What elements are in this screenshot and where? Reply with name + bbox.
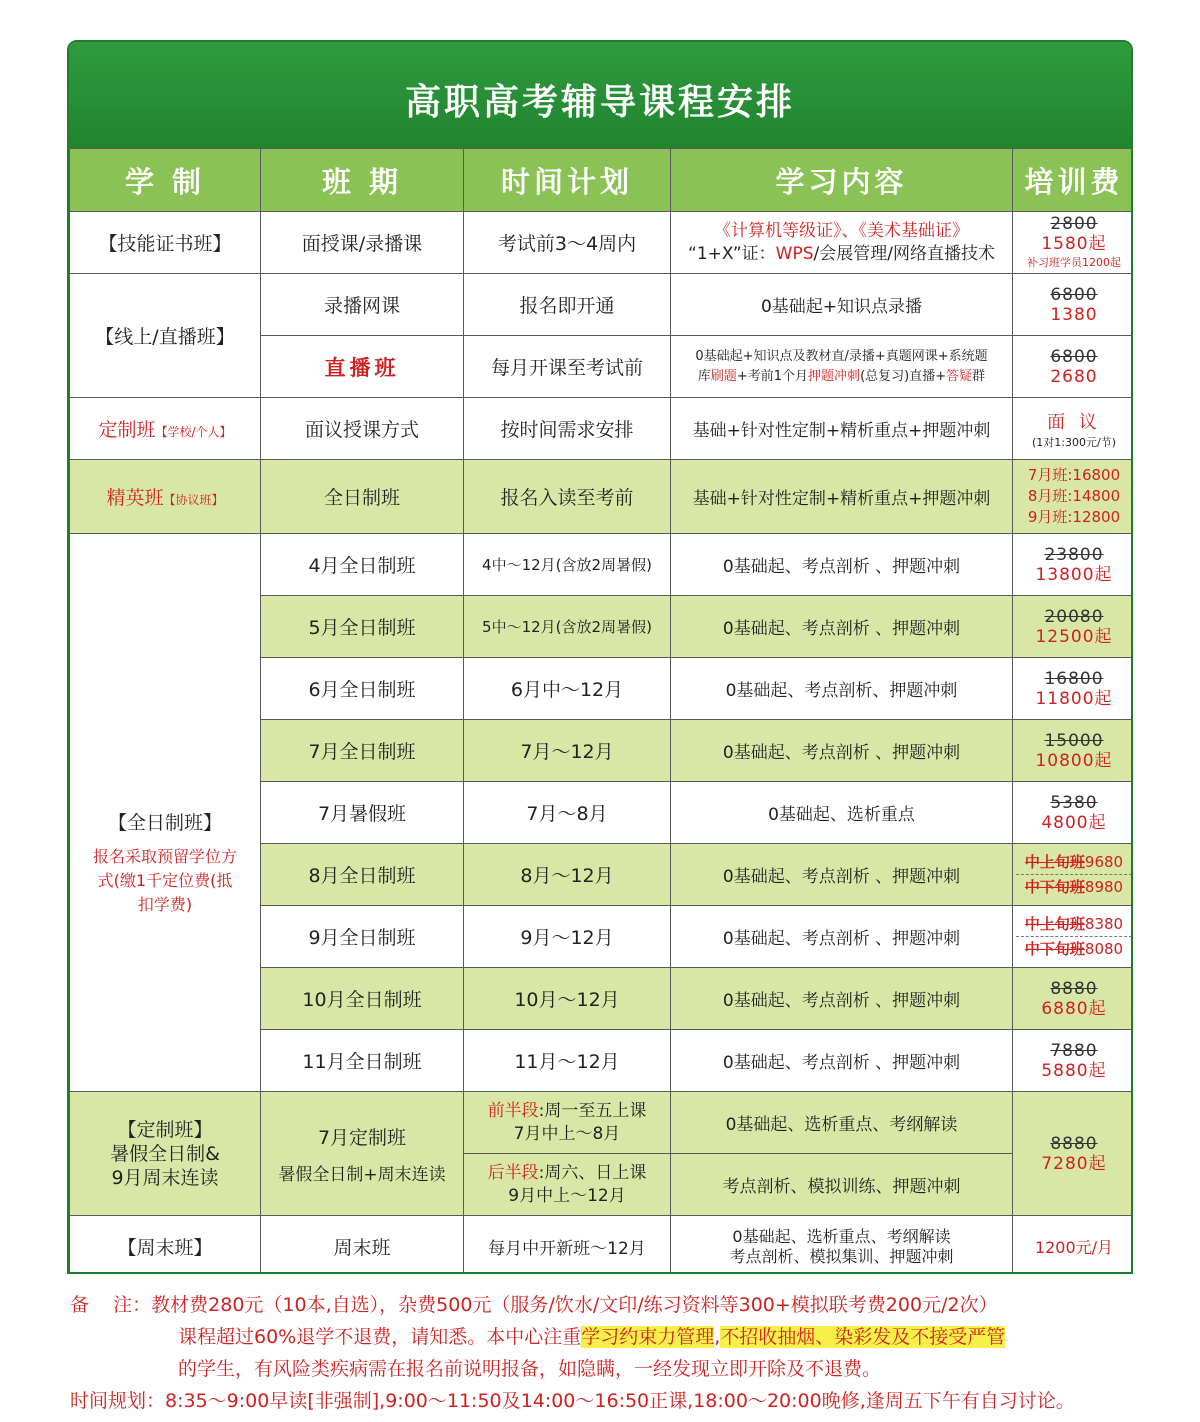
xz-line: 【定制班】 xyxy=(117,1118,213,1141)
xz-note: 报名采取预留学位方式(缴1千定位费(抵扣学费) xyxy=(92,847,237,914)
price-tag: 中下旬班 xyxy=(1024,940,1085,958)
note-line-3: 的学生，有风险类疾病需在报名前说明报备，如隐瞒，一经发现立即开除及不退费。 xyxy=(178,1358,882,1380)
old-price: 23800 xyxy=(1044,544,1104,565)
price-tag: 中上旬班 xyxy=(1024,915,1085,933)
new-price: 6880起 xyxy=(1041,998,1107,1019)
xz-cell xyxy=(70,534,261,1092)
fee-cell xyxy=(1013,336,1134,398)
new-price: 4800起 xyxy=(1041,812,1107,833)
sj-cell: 8月～12月 xyxy=(464,844,671,906)
nr-cell: 0基础起、考点剖析、押题冲刺 xyxy=(671,658,1013,720)
note-text: ：教材费280元（10本,自选），杂费500元（服务/饮水/文印/练习资料等300+模拟联考费200元/2次） xyxy=(132,1294,998,1316)
schedule-frame xyxy=(67,40,1133,1274)
bq-cell: 直播班 xyxy=(261,336,464,398)
fee-cell xyxy=(1013,658,1134,720)
course-table xyxy=(69,148,1133,1274)
nr-line: 《计算机等级证》、《美术基础证》 xyxy=(714,220,969,241)
old-price: 15000 xyxy=(1044,730,1104,751)
note-line-1 xyxy=(70,1290,998,1320)
price-val: 8080 xyxy=(1084,940,1124,958)
xz-line: 暑假全日制& xyxy=(110,1142,220,1165)
nr-cell: 0基础起、考点剖析 、押题冲刺 xyxy=(671,1030,1013,1092)
nr-part: 刷题 xyxy=(710,368,737,384)
nr-part: +考前1个月 xyxy=(736,368,809,384)
sj-cell: 10月～12月 xyxy=(464,968,671,1030)
bq-cell: 5月全日制班 xyxy=(261,596,464,658)
bq-cell: 全日制班 xyxy=(261,460,464,534)
bq-line: 7月定制班 xyxy=(317,1126,407,1149)
old-price: 7880 xyxy=(1050,1040,1098,1061)
sj-cell: 每月开课至考试前 xyxy=(464,336,671,398)
extra-price: 补习班学员1200起 xyxy=(1027,255,1121,269)
price-val: 8380 xyxy=(1084,915,1124,933)
xz-cell: 【技能证书班】 xyxy=(70,212,261,274)
xz-label: 【全日制班】 xyxy=(107,812,222,834)
sj-part: 前半段 xyxy=(487,1100,539,1121)
fee-cell: 1200元/月 xyxy=(1013,1216,1134,1275)
new-price: 11800起 xyxy=(1035,688,1113,709)
sj-cell: 11月～12月 xyxy=(464,1030,671,1092)
nr-cell: 0基础起、考点剖析 、押题冲刺 xyxy=(671,968,1013,1030)
bq-cell: 录播网课 xyxy=(261,274,464,336)
table-row xyxy=(70,1092,1134,1154)
sj-line xyxy=(464,1100,670,1123)
nr-cell: 0基础起、考点剖析 、押题冲刺 xyxy=(671,534,1013,596)
sj-cell: 按时间需求安排 xyxy=(464,398,671,460)
time-text: ：8:35～9:00早读[非强制],9:00～11:50及14:00～16:50正课,18:00～20:00晚修,逢周五下午有自习讨论。 xyxy=(146,1390,1075,1412)
sj-cell: 每月中开新班～12月 xyxy=(464,1216,671,1275)
note-label: 备 注 xyxy=(70,1294,133,1316)
fee-cell xyxy=(1013,274,1134,336)
new-price: 12500起 xyxy=(1035,626,1113,647)
fee-cell xyxy=(1013,534,1134,596)
time-plan xyxy=(70,1386,1075,1416)
sj-line xyxy=(464,1162,670,1185)
price-val: 9680 xyxy=(1084,853,1124,871)
sj-cell: 5中～12月(含放2周暑假) xyxy=(464,596,671,658)
nr-line: 考点剖析、模拟集训、押题冲刺 xyxy=(729,1246,954,1266)
nr-cell: 基础+针对性定制+精析重点+押题冲刺 xyxy=(671,398,1013,460)
sj-part: 后半段 xyxy=(487,1162,539,1183)
xz-cell: 【周末班】 xyxy=(70,1216,261,1275)
nr-cell xyxy=(671,1216,1013,1275)
header-cell: 学习内容 xyxy=(671,149,1013,212)
header-cell: 培训费 xyxy=(1013,149,1134,212)
sj-line: 7月中上～8月 xyxy=(513,1123,621,1144)
bq-cell: 面议授课方式 xyxy=(261,398,464,460)
sj-part: :周一至五上课 xyxy=(538,1100,647,1121)
bq-cell: 周末班 xyxy=(261,1216,464,1275)
nr-cell: 0基础起、选析重点 xyxy=(671,782,1013,844)
old-price: 8880 xyxy=(1050,1133,1098,1154)
bq-cell: 9月全日制班 xyxy=(261,906,464,968)
fee-cell xyxy=(1013,398,1134,460)
bq-line: 暑假全日制+周末连读 xyxy=(278,1164,446,1185)
bq-cell: 8月全日制班 xyxy=(261,844,464,906)
xz-cell xyxy=(70,398,261,460)
nr-cell: 0基础起、选析重点、考纲解读 xyxy=(671,1092,1013,1154)
nr-cell: 0基础起、考点剖析 、押题冲刺 xyxy=(671,906,1013,968)
new-price: 5880起 xyxy=(1041,1060,1107,1081)
old-price: 8880 xyxy=(1050,978,1098,999)
nr-cell: 0基础起、考点剖析 、押题冲刺 xyxy=(671,596,1013,658)
page-title: 高职高考辅导课程安排 xyxy=(404,81,795,123)
table-row xyxy=(70,398,1134,460)
nr-part: 群 xyxy=(972,368,986,384)
fee-cell xyxy=(1013,1030,1134,1092)
old-price: 6800 xyxy=(1050,346,1098,367)
new-price: 13800起 xyxy=(1035,564,1113,585)
table-row xyxy=(70,212,1134,274)
table-row xyxy=(70,274,1134,336)
price-tag: 中下旬班 xyxy=(1024,878,1085,896)
sj-cell: 报名入读至考前 xyxy=(464,460,671,534)
price-tag: 中上旬班 xyxy=(1024,853,1085,871)
bq-cell xyxy=(261,1092,464,1216)
note-highlight: 学习约束力管理 xyxy=(581,1326,715,1348)
fee-cell xyxy=(1013,1092,1134,1216)
nr-part: 答疑 xyxy=(946,368,973,384)
sj-cell xyxy=(464,1154,671,1216)
price-line: 7月班:16800 xyxy=(1027,466,1121,484)
note-line-2 xyxy=(178,1322,1005,1352)
sj-cell xyxy=(464,1092,671,1154)
nr-cell xyxy=(671,336,1013,398)
price-val: 8980 xyxy=(1084,878,1124,896)
header-cell: 班 期 xyxy=(261,149,464,212)
fee-cell xyxy=(1013,460,1134,534)
bq-cell: 7月全日制班 xyxy=(261,720,464,782)
old-price: 6800 xyxy=(1050,284,1098,305)
nr-part: WPS xyxy=(775,243,814,264)
nr-line: 0基础起、选析重点、考纲解读 xyxy=(732,1226,951,1246)
price-line: 8月班:14800 xyxy=(1027,487,1121,505)
bq-cell: 4月全日制班 xyxy=(261,534,464,596)
new-price: 10800起 xyxy=(1035,750,1113,771)
nr-part: 库 xyxy=(697,368,711,384)
xz-cell: 【线上/直播班】 xyxy=(70,274,261,398)
header-cell: 时间计划 xyxy=(464,149,671,212)
nr-cell xyxy=(671,212,1013,274)
table-row xyxy=(70,534,1134,596)
fee-cell xyxy=(1013,720,1134,782)
fee-cell xyxy=(1013,906,1134,968)
sj-cell: 7月～12月 xyxy=(464,720,671,782)
nr-part: “1+X”证： xyxy=(688,243,776,264)
note-text: , xyxy=(714,1326,721,1348)
xz-line: 9月周末连读 xyxy=(111,1166,219,1189)
note-highlight: 不招收抽烟、染彩发及不接受严管 xyxy=(720,1326,1006,1348)
sj-cell: 6月中～12月 xyxy=(464,658,671,720)
price-line xyxy=(1016,850,1132,875)
nr-cell: 基础+针对性定制+精析重点+押题冲刺 xyxy=(671,460,1013,534)
xz-label: 精英班 xyxy=(106,487,164,509)
sj-cell: 报名即开通 xyxy=(464,274,671,336)
sj-cell: 9月～12月 xyxy=(464,906,671,968)
note-text: 课程超过60%退学不退费，请知悉。本中心注重 xyxy=(178,1326,582,1348)
time-label: 时间规划 xyxy=(70,1390,147,1412)
fee-cell xyxy=(1013,968,1134,1030)
xz-sub: 【学校/个人】 xyxy=(155,425,232,439)
bq-cell: 10月全日制班 xyxy=(261,968,464,1030)
sj-part: :周六、日上课 xyxy=(538,1162,647,1183)
new-price: 2680 xyxy=(1050,366,1098,387)
old-price: 20080 xyxy=(1044,606,1104,627)
bq-cell: 7月暑假班 xyxy=(261,782,464,844)
bq-cell: 11月全日制班 xyxy=(261,1030,464,1092)
old-price: 2800 xyxy=(1050,213,1098,234)
old-price: 5380 xyxy=(1050,792,1098,813)
old-price: 16800 xyxy=(1044,668,1104,689)
table-row xyxy=(70,460,1134,534)
new-price: 1380 xyxy=(1050,304,1098,325)
nr-line: 0基础起+知识点及教材直/录播+真题网课+系统题 xyxy=(695,348,988,364)
xz-label: 定制班 xyxy=(98,419,156,441)
nr-part: (总复习)直播+ xyxy=(860,368,947,384)
new-price: 1580起 xyxy=(1041,233,1107,254)
sj-cell: 考试前3～4周内 xyxy=(464,212,671,274)
bq-cell: 6月全日制班 xyxy=(261,658,464,720)
fee-cell xyxy=(1013,844,1134,906)
new-price: 7280起 xyxy=(1041,1153,1107,1174)
nr-line xyxy=(671,367,1012,387)
title-bar xyxy=(69,42,1131,148)
bq-cell: 面授课/录播课 xyxy=(261,212,464,274)
fee-cell xyxy=(1013,596,1134,658)
xz-cell xyxy=(70,460,261,534)
price-line xyxy=(1013,875,1133,899)
price-line xyxy=(1016,912,1132,937)
xz-cell xyxy=(70,1092,261,1216)
sj-cell: 7月～8月 xyxy=(464,782,671,844)
nr-cell: 0基础起+知识点录播 xyxy=(671,274,1013,336)
nr-cell: 考点剖析、模拟训练、押题冲刺 xyxy=(671,1154,1013,1216)
nr-part: /会展管理/网络直播技术 xyxy=(813,243,995,264)
fee-cell xyxy=(1013,782,1134,844)
table-row xyxy=(70,1216,1134,1275)
header-cell: 学 制 xyxy=(70,149,261,212)
fee-text: 面 议 xyxy=(1047,411,1101,433)
fee-sub: (1对1:300元/节) xyxy=(1032,435,1116,449)
xz-sub: 【协议班】 xyxy=(163,493,224,507)
nr-part: 押题冲刺 xyxy=(808,368,861,384)
price-line: 9月班:12800 xyxy=(1027,508,1121,526)
nr-cell: 0基础起、考点剖析 、押题冲刺 xyxy=(671,720,1013,782)
sj-line: 9月中上～12月 xyxy=(508,1185,626,1206)
nr-line xyxy=(671,243,1012,266)
fee-cell xyxy=(1013,212,1134,274)
sj-cell: 4中～12月(含放2周暑假) xyxy=(464,534,671,596)
header-row xyxy=(70,149,1134,212)
nr-cell: 0基础起、考点剖析 、押题冲刺 xyxy=(671,844,1013,906)
price-line xyxy=(1013,937,1133,961)
